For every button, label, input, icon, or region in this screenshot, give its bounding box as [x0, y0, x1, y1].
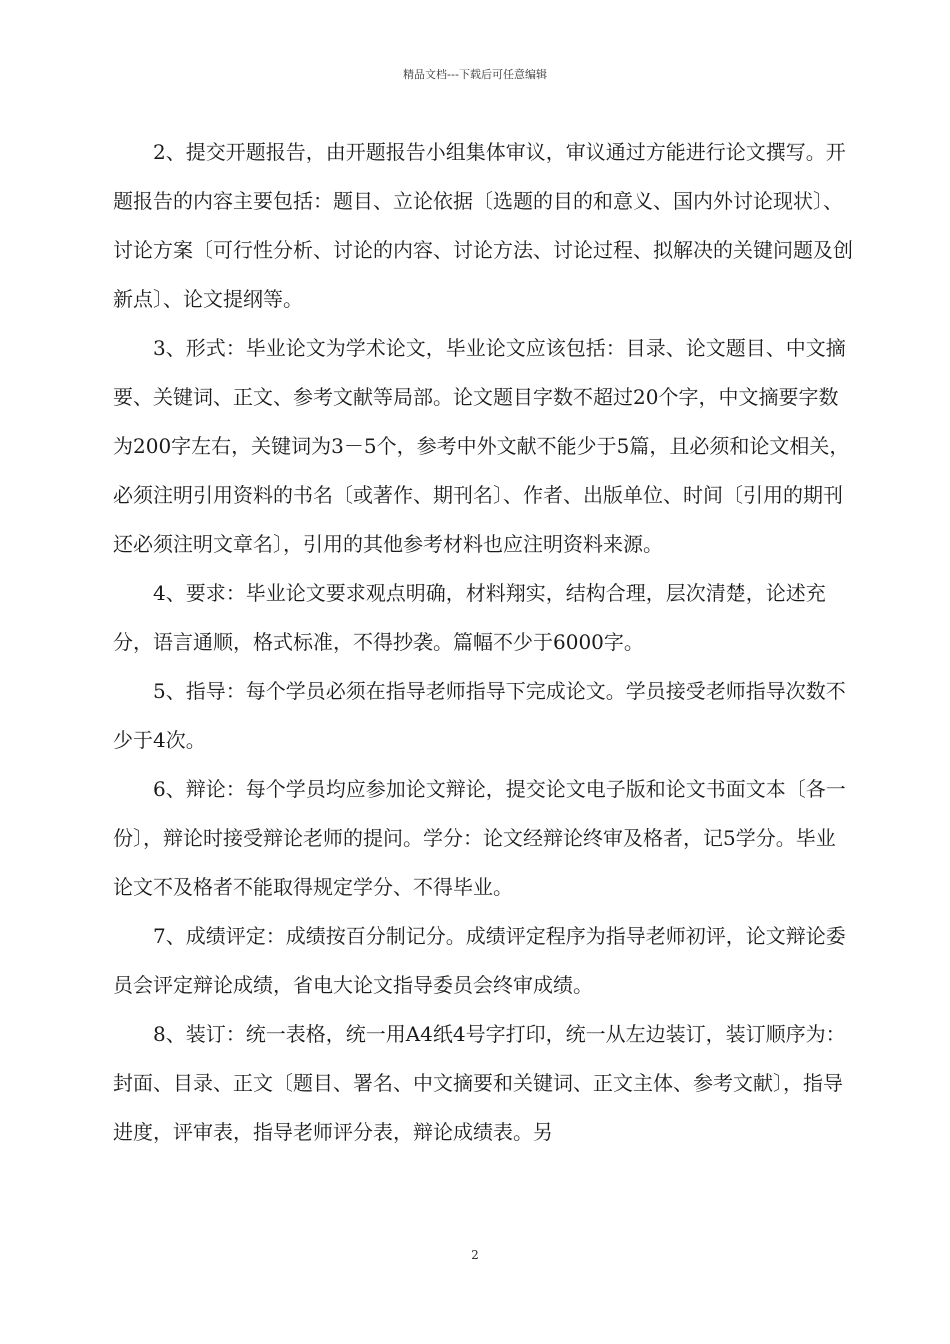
paragraph-6-defense: 6、辩论：每个学员均应参加论文辩论，提交论文电子版和论文书面文本〔各一份〕，辩论时接受辩论老师的提问。学分：论文经辩论终审及格者，记5学分。毕业论文不及格者不能取得规定学分、不得毕业。 [113, 777, 846, 899]
page-number: 2 [471, 1248, 479, 1262]
paragraph-3-format: 3、形式：毕业论文为学术论文，毕业论文应该包括：目录、论文题目、中文摘要、关键词、正文、参考文献等局部。论文题目字数不超过20个字，中文摘要字数为200字左右，关键词为3－5个，参考中外文献不能少于5篇，且必须和论文相关，必须注明引用资料的书名〔或著作、期刊名〕、作者、出版单位、时间〔引用的期刊还必须注明文章名〕，引用的其他参考材料也应注明资料来源。 [113, 336, 850, 556]
paragraph-4-requirements: 4、要求：毕业论文要求观点明确，材料翔实，结构合理，层次清楚，论述充分，语言通顺，格式标准，不得抄袭。篇幅不少于6000字。 [113, 581, 826, 654]
paragraph-7-grading: 7、成绩评定：成绩按百分制记分。成绩评定程序为指导老师初评，论文辩论委员会评定辩论成绩，省电大论文指导委员会终审成绩。 [113, 924, 846, 997]
document-body [113, 128, 853, 1157]
paragraph-2-proposal: 2、提交开题报告，由开题报告小组集体审议，审议通过方能进行论文撰写。开题报告的内容主要包括：题目、立论依据〔选题的目的和意义、国内外讨论现状〕、讨论方案〔可行性分析、讨论的内容、讨论方法、讨论过程、拟解决的关键问题及创新点〕、论文提纲等。 [113, 140, 853, 311]
paragraph-8-binding: 8、装订：统一表格，统一用A4纸4号字打印，统一从左边装订，装订顺序为：封面、目录、正文〔题目、署名、中文摘要和关键词、正文主体、参考文献〕，指导进度，评审表，指导老师评分表，辩论成绩表。另 [113, 1022, 846, 1144]
paragraph-5-guidance: 5、指导：每个学员必须在指导老师指导下完成论文。学员接受老师指导次数不少于4次。 [113, 679, 846, 752]
page-header: 精品文档---下载后可任意编辑 [403, 68, 547, 81]
